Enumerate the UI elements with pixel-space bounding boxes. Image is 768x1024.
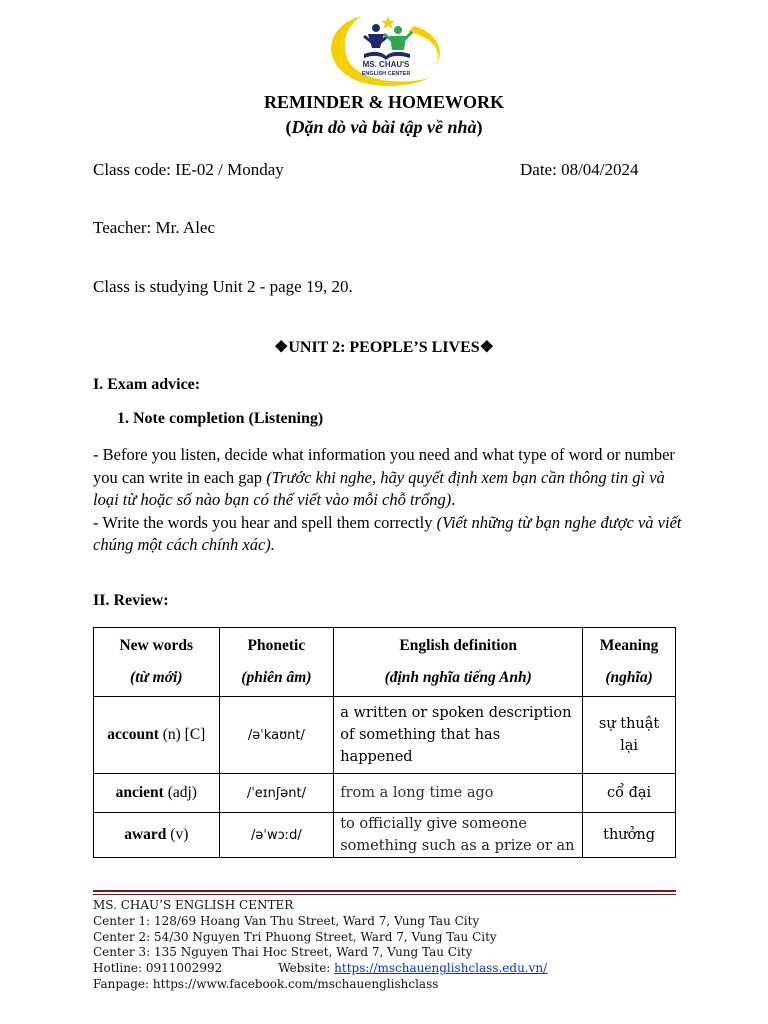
section-review: II. Review: (93, 592, 169, 609)
meaning-cell: cổ đại (583, 774, 676, 813)
logo-line1: MS. CHAU'S (362, 60, 410, 69)
vocabulary-table (93, 627, 676, 858)
unit-heading: ❖UNIT 2: PEOPLE’S LIVES❖ (274, 339, 494, 356)
table-row (94, 813, 676, 858)
phonetic-cell: /əˈkaʊnt/ (219, 697, 334, 774)
phonetic-cell: /ˈeɪnʃənt/ (219, 774, 334, 813)
page-title: REMINDER & HOMEWORK (264, 92, 504, 112)
subsection-note-completion: 1. Note completion (Listening) (117, 410, 324, 427)
table-row (94, 697, 676, 774)
footer-center-3: Center 3: 135 Nguyen Thai Hoc Street, Ward 7, Vung Tau City (93, 945, 473, 960)
word-cell: ancient (adj) (94, 774, 220, 813)
center-logo (318, 10, 450, 90)
meaning-cell: sự thuật lại (583, 697, 676, 774)
footer-center-2: Center 2: 54/30 Nguyen Tri Phuong Street, Ward 7, Vung Tau City (93, 929, 497, 944)
definition-cell: from a long time ago (334, 774, 583, 813)
section-exam-advice: I. Exam advice: (93, 376, 201, 393)
subtitle-text: Dặn dò và bài tập về nhà (291, 117, 477, 137)
book-icon (364, 52, 410, 60)
class-date: Date: 08/04/2024 (520, 160, 639, 179)
footer-name: MS. CHAU’S ENGLISH CENTER (93, 898, 294, 912)
phonetic-cell: /əˈwɔːd/ (219, 813, 334, 858)
footer-hotline: Hotline: 0911002992 (93, 961, 223, 976)
footer-center-1: Center 1: 128/69 Hoang Van Thu Street, Ward 7, Vung Tau City (93, 913, 480, 928)
footer (93, 898, 547, 993)
header-definition: English definition (định nghĩa tiếng Anh) (334, 628, 583, 697)
advice-1: - Before you listen, decide what information you need and what type of word or number you can write in each gap (Trước khi nghe, hãy quyết định xem bạn cần thông tin gì và loại từ hoặc số nào bạn có thể viết vào mỗi chỗ trống). (93, 445, 675, 509)
advice-2: - Write the words you hear and spell them correctly (Viết những từ bạn nghe được và viết chúng một cách chính xác). (93, 512, 682, 554)
studying-info: Class is studying Unit 2 - page 19, 20. (93, 277, 353, 296)
footer-fanpage: Fanpage: https://www.facebook.com/mschauenglishclass (93, 976, 439, 991)
definition-cell: to officially give someone something such as a prize or an (334, 813, 583, 858)
word-cell: award (v) (94, 813, 220, 858)
header-new-words: New words (từ mới) (94, 628, 220, 697)
class-code: Class code: IE-02 / Monday (93, 160, 284, 179)
star-icon (381, 16, 395, 29)
meaning-cell: thưởng (583, 813, 676, 858)
table-row (94, 774, 676, 813)
footer-divider (93, 894, 676, 895)
header-meaning: Meaning (nghĩa) (583, 628, 676, 697)
header-phonetic: Phonetic (phiên âm) (219, 628, 334, 697)
teacher: Teacher: Mr. Alec (93, 218, 216, 237)
table-header-row (94, 628, 676, 697)
page-subtitle: (Dặn dò và bài tập về nhà) (285, 117, 483, 137)
advice-text (93, 444, 683, 557)
website-link[interactable]: https://mschauenglishclass.edu.vn/ (334, 961, 548, 976)
footer-contact: Hotline: 0911002992 Website: https://mschauenglishclass.edu.vn/ (93, 961, 548, 976)
definition-cell: a written or spoken description of something that has happened (334, 697, 583, 774)
word-cell: account (n) [C] (94, 697, 220, 774)
footer-divider (93, 890, 676, 892)
logo-line2: ENGLISH CENTER (361, 71, 411, 77)
